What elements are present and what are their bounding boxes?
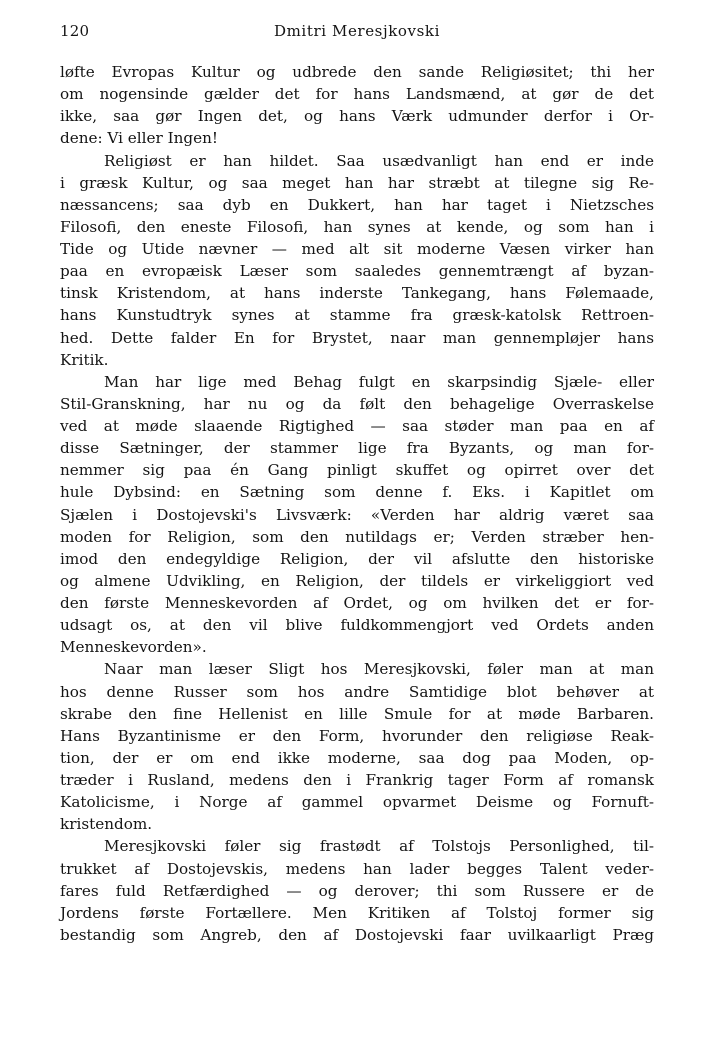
page-number: 120 xyxy=(60,22,90,40)
text-line: hans Kunstudtryk synes at stamme fra græsk-katolsk Rettroen- xyxy=(60,306,654,325)
page-header xyxy=(60,22,654,46)
text-line: fares fuld Retfærdighed — og derover; thi som Russere er de xyxy=(60,881,654,900)
text-line: Stil-Granskning, har nu og da følt den behagelige Overraskelse xyxy=(60,394,654,413)
text-line: Katolicisme, i Norge af gammel opvarmet Deisme og Fornuft- xyxy=(60,793,654,812)
text-line: hed. Dette falder En for Brystet, naar man gennempløjer hans xyxy=(60,328,654,347)
text-line: imod den endegyldige Religion, der vil afslutte den historiske xyxy=(60,549,654,568)
text-line: hos denne Russer som hos andre Samtidige blot behøver at xyxy=(60,682,654,701)
text-line: Kritik. xyxy=(60,350,109,369)
text-line: trukket af Dostojevskis, medens han lader begges Talent veder- xyxy=(60,859,654,878)
body-text xyxy=(60,61,654,946)
text-line: Jordens første Fortællere. Men Kritiken af Tolstoj former sig xyxy=(60,903,654,922)
text-line: Menneskevorden». xyxy=(60,638,207,657)
text-line: og almene Udvikling, en Religion, der tildels er virkeliggiort ved xyxy=(60,571,654,590)
text-line: ikke, saa gør Ingen det, og hans Værk udmunder derfor i Or- xyxy=(60,107,654,126)
text-line: moden for Religion, som den nutildags er; Verden stræber hen- xyxy=(60,527,654,546)
text-line: udsagt os, at den vil blive fuldkommengjort ved Ordets anden xyxy=(60,616,654,635)
text-line: træder i Rusland, medens den i Frankrig tager Form af romansk xyxy=(60,771,654,789)
text-line: Sjælen i Dostojevski's Livsværk: «Verden har aldrig været saa xyxy=(60,505,654,524)
text-line: tion, der er om end ikke moderne, saa dog paa Moden, op- xyxy=(60,748,654,767)
text-line: dene: Vi eller Ingen! xyxy=(60,129,218,148)
text-line: tinsk Kristendom, at hans inderste Tankegang, hans Følemaade, xyxy=(60,284,654,303)
text-line: næssancens; saa dyb en Dukkert, han har taget i Nietzsches xyxy=(60,195,654,214)
text-line: nemmer sig paa én Gang pinligt skuffet og opirret over det xyxy=(60,461,654,480)
text-line: løfte Evropas Kultur og udbrede den sande Religiøsitet; thi her xyxy=(60,63,654,81)
text-line: ved at møde slaaende Rigtighed — saa støder man paa en af xyxy=(60,417,654,435)
text-line: Meresjkovski føler sig frastødt af Tolstojs Personlighed, til- xyxy=(104,837,654,856)
text-line: skrabe den fine Hellenist en lille Smule for at møde Barbaren. xyxy=(60,704,654,723)
text-line: paa en evropæisk Læser som saaledes gennemtrængt af byzan- xyxy=(60,262,654,281)
text-line: bestandig som Angreb, den af Dostojevski faar uvilkaarligt Præg xyxy=(60,925,654,944)
text-line: Filosofi, den eneste Filosofi, han synes at kende, og som han i xyxy=(60,217,654,236)
text-line: disse Sætninger, der stammer lige fra Byzants, og man for- xyxy=(60,439,654,458)
text-line: Naar man læser Sligt hos Meresjkovski, føler man at man xyxy=(104,660,654,679)
running-title: Dmitri Meresjkovski xyxy=(273,22,441,40)
text-line: den første Menneskevorden af Ordet, og om hvilken det er for- xyxy=(60,594,654,612)
text-line: om nogensinde gælder det for hans Landsmænd, at gør de det xyxy=(60,85,654,104)
text-line: Man har lige med Behag fulgt en skarpsindig Sjæle- eller xyxy=(104,372,654,391)
text-line: kristendom. xyxy=(60,815,153,834)
text-line: i græsk Kultur, og saa meget han har stræbt at tilegne sig Re- xyxy=(60,173,654,192)
text-line: hule Dybsind: en Sætning som denne f. Eks. i Kapitlet om xyxy=(60,483,654,502)
text-line: Hans Byzantinisme er den Form, hvorunder den religiøse Reak- xyxy=(60,726,654,745)
text-line: Tide og Utide nævner — med alt sit moderne Væsen virker han xyxy=(60,240,654,258)
text-line: Religiøst er han hildet. Saa usædvanligt han end er inde xyxy=(104,151,654,170)
